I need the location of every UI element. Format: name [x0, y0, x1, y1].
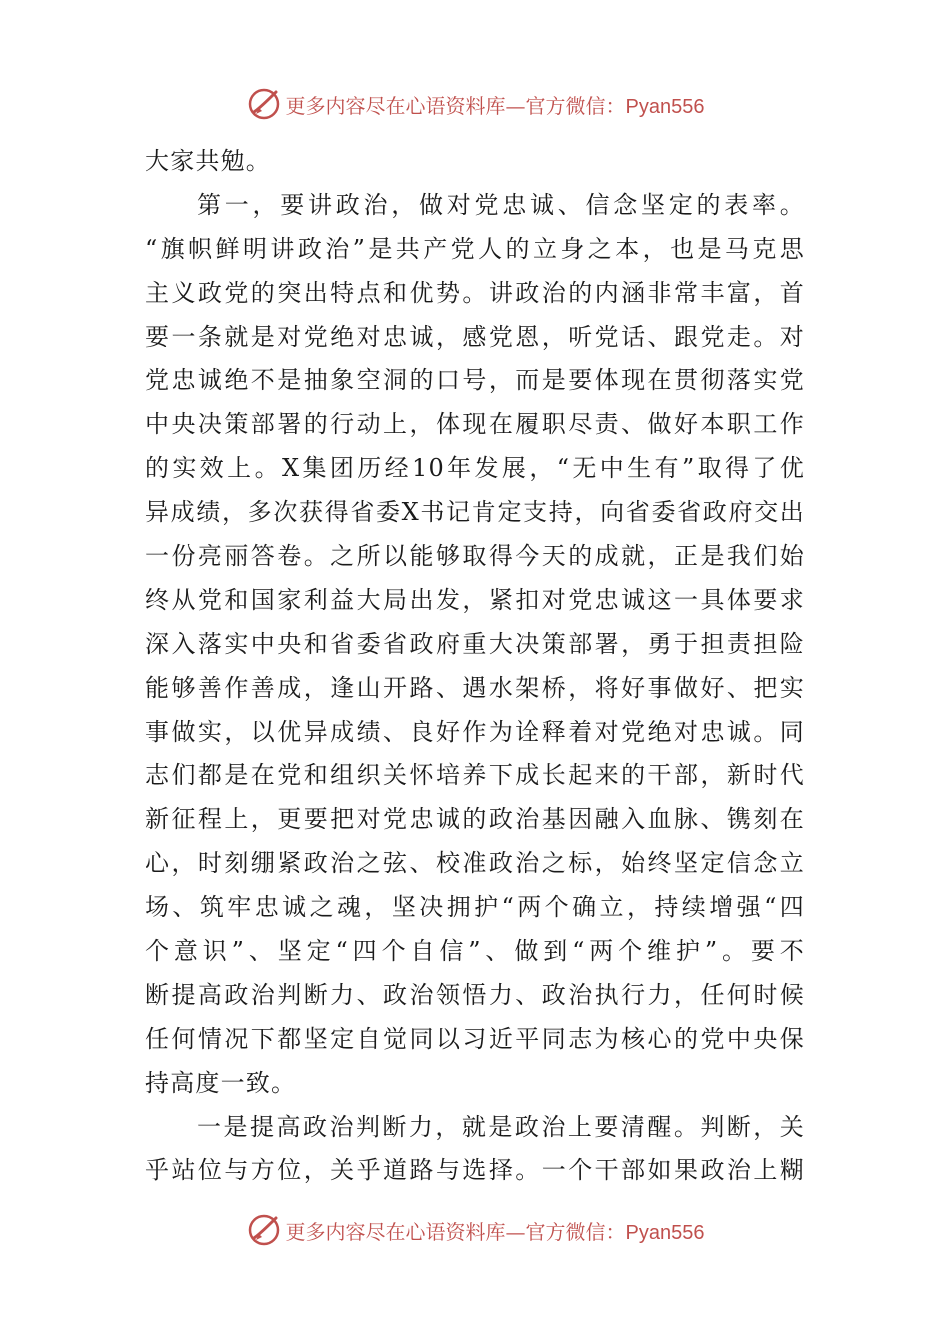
- banner-wechat-id: Pyan556: [625, 95, 705, 118]
- banner-text-cn: 更多内容尽在心语资料库—官方微信：: [285, 93, 626, 118]
- banner-text-cn: 更多内容尽在心语资料库—官方微信：: [285, 1219, 626, 1244]
- text-line: 一份亮丽答卷。之所以能够取得今天的成就，正是我们始: [145, 542, 805, 571]
- text-line: 大家共勉。: [145, 147, 271, 175]
- footer-banner: [0, 1210, 950, 1250]
- text-line: 志们都是在党和组织关怀培养下成长起来的干部，新时代: [145, 761, 805, 790]
- pen-logo-icon: [246, 86, 282, 122]
- text-line: 乎站位与方位，关乎道路与选择。一个干部如果政治上糊: [145, 1156, 805, 1185]
- text-line: 要一条就是对党绝对忠诚，感党恩，听党话、跟党走。对: [145, 322, 805, 351]
- text-line: 深入落实中央和省委省政府重大决策部署，勇于担责担险: [145, 629, 805, 658]
- text-line: 新征程上，更要把对党忠诚的政治基因融入血脉、镌刻在: [145, 805, 805, 834]
- banner-wechat-id: Pyan556: [625, 1221, 705, 1244]
- document-body: [145, 140, 805, 1193]
- text-line: 中央决策部署的行动上，体现在履职尽责、做好本职工作: [145, 410, 805, 439]
- text-line: 的实效上。X集团历经10年发展，“无中生有”取得了优: [145, 454, 805, 483]
- text-line: 终从党和国家利益大局出发，紧扣对党忠诚这一具体要求: [145, 585, 805, 614]
- text-line: 个意识”、坚定“四个自信”、做到“两个维护”。要不: [145, 937, 805, 966]
- text-line: 党忠诚绝不是抽象空洞的口号，而是要体现在贯彻落实党: [145, 366, 805, 395]
- text-line: 主义政党的突出特点和优势。讲政治的内涵非常丰富，首: [145, 278, 805, 307]
- text-line: 事做实，以优异成绩、良好作为诠释着对党绝对忠诚。同: [145, 717, 805, 746]
- text-line: 异成绩，多次获得省委X书记肯定支持，向省委省政府交出: [145, 498, 805, 527]
- text-line: 第一，要讲政治，做对党忠诚、信念坚定的表率。: [197, 190, 805, 219]
- text-line: 心，时刻绷紧政治之弦、校准政治之标，始终坚定信念立: [145, 849, 805, 878]
- header-banner: [0, 84, 950, 124]
- text-line: 持高度一致。: [145, 1068, 297, 1097]
- text-line: 一是提高政治判断力，就是政治上要清醒。判断，关: [197, 1112, 805, 1141]
- text-line: “旗帜鲜明讲政治”是共产党人的立身之本，也是马克思: [145, 234, 805, 263]
- banner-text: [286, 1216, 705, 1245]
- text-line: 任何情况下都坚定自觉同以习近平同志为核心的党中央保: [145, 1024, 805, 1053]
- pen-logo-icon: [246, 1212, 282, 1248]
- text-line: 断提高政治判断力、政治领悟力、政治执行力，任何时候: [145, 980, 805, 1009]
- text-line: 场、筑牢忠诚之魂，坚决拥护“两个确立，持续增强“四: [145, 893, 805, 922]
- banner-text: [286, 90, 705, 119]
- text-line: 能够善作善成，逢山开路、遇水架桥，将好事做好、把实: [145, 673, 805, 702]
